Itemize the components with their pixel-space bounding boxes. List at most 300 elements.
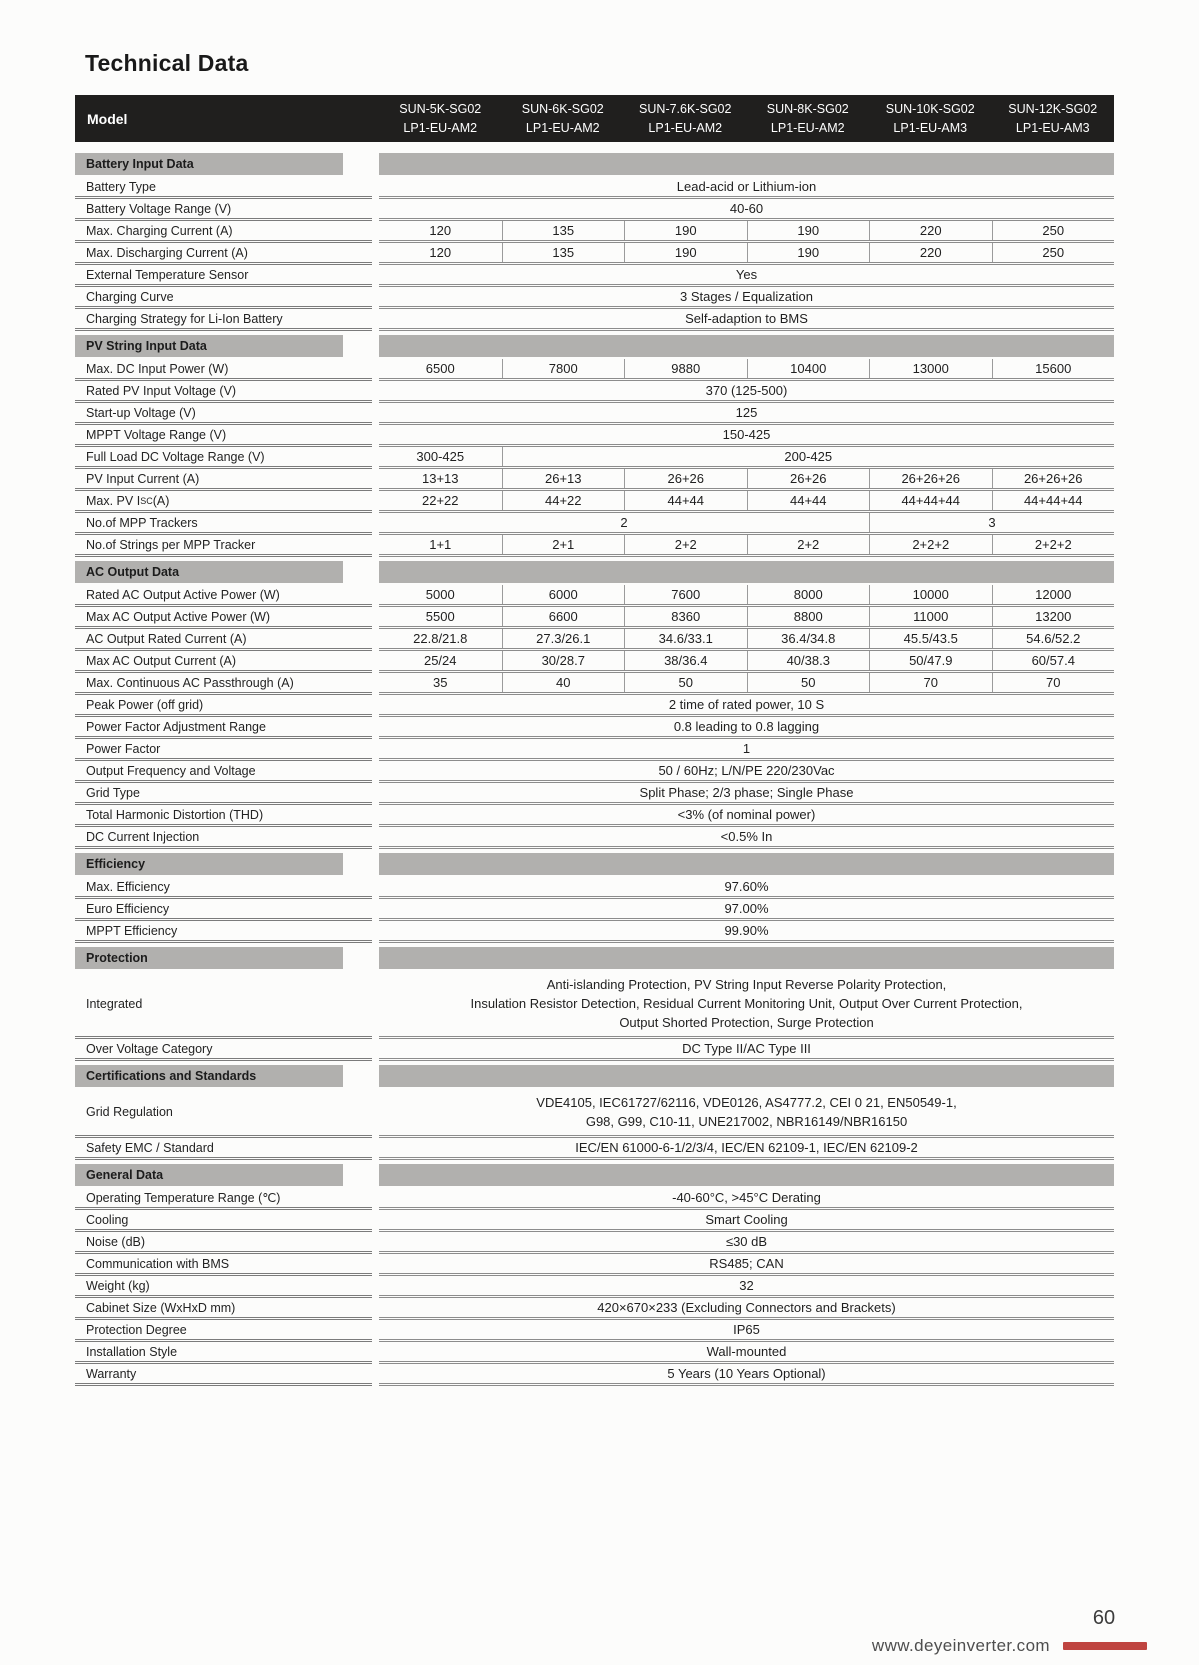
row-label: Rated PV Input Voltage (V) (75, 381, 372, 403)
row-values (379, 513, 1114, 535)
row-values (379, 1039, 1114, 1061)
spec-row (75, 513, 1114, 535)
row-value-cell: 190 (747, 221, 870, 240)
section-header (75, 1164, 1114, 1186)
spec-row (75, 1039, 1114, 1061)
row-label: Max. Discharging Current (A) (75, 243, 372, 265)
model-column-header (379, 100, 502, 136)
section-header-bar (379, 561, 1114, 583)
row-values (379, 1188, 1114, 1210)
row-label: Weight (kg) (75, 1276, 372, 1298)
model-name: SUN-6K-SG02 (521, 102, 604, 117)
row-value-cell: 2+2 (747, 535, 870, 554)
spec-row (75, 447, 1114, 469)
row-gap (372, 899, 379, 921)
section-header-bar (379, 1164, 1114, 1186)
row-values (379, 739, 1114, 761)
row-values (379, 1276, 1114, 1298)
row-value-cell: 44+44 (747, 491, 870, 510)
row-gap (372, 805, 379, 827)
row-gap (372, 1232, 379, 1254)
row-value-cell: 1+1 (429, 537, 452, 552)
row-gap (372, 221, 379, 243)
row-value-cell: 125 (735, 405, 758, 420)
row-value-cell: 3 Stages / Equalization (680, 289, 813, 304)
row-value-cell: -40-60°C, >45°C Derating (672, 1190, 821, 1205)
row-values (379, 1089, 1114, 1138)
row-value-cell: 135 (502, 221, 625, 240)
row-label: Max. DC Input Power (W) (75, 359, 372, 381)
row-values (379, 403, 1114, 425)
row-value-cell: 25/24 (423, 653, 457, 668)
row-gap (372, 761, 379, 783)
row-label: Power Factor Adjustment Range (75, 717, 372, 739)
row-values (379, 1298, 1114, 1320)
spec-row (75, 921, 1114, 943)
row-value-cell: 38/36.4 (624, 651, 747, 670)
row-value-cell: 50/47.9 (869, 651, 992, 670)
model-variant: LP1-EU-AM2 (525, 120, 600, 135)
spec-row (75, 1089, 1114, 1138)
spec-row (75, 805, 1114, 827)
row-gap (372, 381, 379, 403)
row-label: Peak Power (off grid) (75, 695, 372, 717)
model-name: SUN-12K-SG02 (1008, 102, 1098, 117)
row-value-cell: Split Phase; 2/3 phase; Single Phase (639, 785, 854, 800)
row-value-cell: 220 (869, 221, 992, 240)
row-value-cell: 26+26+26 (869, 469, 992, 488)
row-label: No.of Strings per MPP Tracker (75, 535, 372, 557)
row-value-cell: 150-425 (722, 427, 771, 442)
row-gap (372, 491, 379, 513)
section-header (75, 561, 1114, 583)
row-value-cell: 26+26 (624, 469, 747, 488)
spec-row (75, 381, 1114, 403)
spec-row (75, 403, 1114, 425)
row-value-cell: 6000 (502, 585, 625, 604)
model-column-header (869, 100, 992, 136)
model-column-header (747, 100, 870, 136)
model-variant: LP1-EU-AM2 (403, 120, 478, 135)
spec-row (75, 607, 1114, 629)
row-value-cell: 44+44 (624, 491, 747, 510)
row-value-cell: 5 Years (10 Years Optional) (667, 1366, 826, 1381)
spec-row (75, 1138, 1114, 1160)
model-column-header (992, 100, 1115, 136)
row-gap (372, 1254, 379, 1276)
section-header-gap (343, 561, 379, 583)
row-values (379, 761, 1114, 783)
row-value-cell: 2 time of rated power, 10 S (668, 697, 825, 712)
row-value-cell: 8000 (747, 585, 870, 604)
section-title: Certifications and Standards (75, 1065, 343, 1087)
row-value-cell: 27.3/26.1 (502, 629, 625, 648)
row-value-cell: 26+26+26 (992, 469, 1115, 488)
value-line: Insulation Resistor Detection, Residual Current Monitoring Unit, Output Over Current Protection, (470, 996, 1023, 1011)
row-value-cell: 5500 (425, 609, 455, 624)
row-value-cell: 2+2 (624, 535, 747, 554)
spec-row (75, 1298, 1114, 1320)
row-value-cell: 44+44+44 (992, 491, 1115, 510)
section-header (75, 1065, 1114, 1087)
row-value-cell: 250 (992, 243, 1115, 262)
row-gap (372, 651, 379, 673)
row-value-cell: 2 (620, 515, 628, 530)
section-header (75, 853, 1114, 875)
section-header-bar (379, 153, 1114, 175)
row-values (379, 199, 1114, 221)
row-value-cell: 13200 (992, 607, 1115, 626)
section-header-gap (343, 153, 379, 175)
row-value-cell: 12000 (992, 585, 1115, 604)
row-label: DC Current Injection (75, 827, 372, 849)
row-values (379, 1364, 1114, 1386)
row-value-cell: IP65 (733, 1322, 760, 1337)
spec-row (75, 1320, 1114, 1342)
row-gap (372, 629, 379, 651)
row-values (379, 673, 1114, 695)
spec-table (75, 95, 1114, 1386)
row-gap (372, 827, 379, 849)
spec-row (75, 629, 1114, 651)
row-value-cell: 26+26 (747, 469, 870, 488)
row-gap (372, 1342, 379, 1364)
spec-row (75, 899, 1114, 921)
row-gap (372, 359, 379, 381)
row-gap (372, 585, 379, 607)
model-name: SUN-7.6K-SG02 (639, 102, 732, 117)
value-line: VDE4105, IEC61727/62116, VDE0126, AS4777.2, CEI 0 21, EN50549-1, (536, 1095, 957, 1110)
section-title: Battery Input Data (75, 153, 343, 175)
row-value-cell: 8800 (747, 607, 870, 626)
section-header (75, 947, 1114, 969)
spec-row (75, 1276, 1114, 1298)
row-value-cell: 13+13 (421, 471, 459, 486)
row-value-cell: 135 (502, 243, 625, 262)
row-value-cell: 9880 (624, 359, 747, 378)
row-gap (372, 447, 379, 469)
row-value-cell: 35 (433, 675, 448, 690)
spec-row (75, 1210, 1114, 1232)
row-label: Operating Temperature Range (℃) (75, 1188, 372, 1210)
row-label: PV Input Current (A) (75, 469, 372, 491)
model-variant: LP1-EU-AM3 (893, 120, 968, 135)
section-header-bar (379, 335, 1114, 357)
row-gap (372, 1089, 379, 1138)
row-values (379, 1138, 1114, 1160)
spec-row (75, 971, 1114, 1039)
row-value-cell: 1 (742, 741, 751, 756)
row-label: MPPT Voltage Range (V) (75, 425, 372, 447)
row-value-cell: 6500 (425, 361, 455, 376)
row-value-cell: 44+44+44 (869, 491, 992, 510)
spec-row (75, 491, 1114, 513)
row-value-cell: 2+2+2 (869, 535, 992, 554)
section-header-gap (343, 947, 379, 969)
row-values (379, 243, 1114, 265)
row-label: Installation Style (75, 1342, 372, 1364)
row-value-cell: 15600 (992, 359, 1115, 378)
row-values (379, 425, 1114, 447)
row-value-cell: 0.8 leading to 0.8 lagging (673, 719, 820, 734)
row-values (379, 783, 1114, 805)
model-name: SUN-8K-SG02 (766, 102, 849, 117)
row-label: No.of MPP Trackers (75, 513, 372, 535)
section-title: AC Output Data (75, 561, 343, 583)
row-gap (372, 535, 379, 557)
row-gap (372, 1138, 379, 1160)
section-header (75, 335, 1114, 357)
row-value-cell: 40 (502, 673, 625, 692)
row-value-cell: 220 (869, 243, 992, 262)
section-header-gap (343, 1164, 379, 1186)
row-label: Communication with BMS (75, 1254, 372, 1276)
row-value-cell: 45.5/43.5 (869, 629, 992, 648)
row-gap (372, 287, 379, 309)
row-value-cell: 26+13 (502, 469, 625, 488)
brand-red-bar (1063, 1642, 1147, 1650)
section-header-bar (379, 1065, 1114, 1087)
row-label: Battery Type (75, 177, 372, 199)
row-label: Cooling (75, 1210, 372, 1232)
row-value-cell: 99.90% (724, 923, 769, 938)
model-header-row (75, 95, 1114, 142)
spec-row (75, 309, 1114, 331)
section-header (75, 153, 1114, 175)
section-title: General Data (75, 1164, 343, 1186)
row-value-cell: Self-adaption to BMS (685, 311, 808, 326)
row-label: Start-up Voltage (V) (75, 403, 372, 425)
row-value-cell: 22+22 (421, 493, 459, 508)
row-label: Battery Voltage Range (V) (75, 199, 372, 221)
row-values (379, 491, 1114, 513)
website-text: www.deyeinverter.com (871, 1636, 1050, 1655)
row-value-cell: 34.6/33.1 (624, 629, 747, 648)
spec-row (75, 717, 1114, 739)
row-value-cell: Smart Cooling (705, 1212, 788, 1227)
row-values (379, 921, 1114, 943)
row-values (379, 1232, 1114, 1254)
row-values (379, 1254, 1114, 1276)
spec-row (75, 1232, 1114, 1254)
row-label: Power Factor (75, 739, 372, 761)
row-value-cell: 97.60% (724, 879, 769, 894)
row-values (379, 629, 1114, 651)
row-value-cell: 22.8/21.8 (413, 631, 468, 646)
spec-row (75, 287, 1114, 309)
row-values (379, 381, 1114, 403)
row-values (379, 1320, 1114, 1342)
spec-row (75, 783, 1114, 805)
row-value-cell: 190 (624, 243, 747, 262)
row-value-cell (379, 1089, 1114, 1135)
row-label: Over Voltage Category (75, 1039, 372, 1061)
row-values (379, 877, 1114, 899)
row-value-cell: 70 (992, 673, 1115, 692)
row-values (379, 651, 1114, 673)
section-header-gap (343, 853, 379, 875)
row-gap (372, 1039, 379, 1061)
row-value-cell: 190 (624, 221, 747, 240)
model-column-header (502, 100, 625, 136)
row-value-cell: 11000 (869, 607, 992, 626)
row-gap (372, 1320, 379, 1342)
row-value-cell: 7600 (624, 585, 747, 604)
spec-row (75, 827, 1114, 849)
value-line: Output Shorted Protection, Surge Protection (619, 1015, 874, 1030)
section-header-gap (343, 335, 379, 357)
row-label: Max. Continuous AC Passthrough (A) (75, 673, 372, 695)
row-gap (372, 1188, 379, 1210)
spec-row (75, 651, 1114, 673)
page-title: Technical Data (85, 50, 249, 76)
row-gap (372, 1276, 379, 1298)
spec-row (75, 177, 1114, 199)
row-label: Max AC Output Active Power (W) (75, 607, 372, 629)
row-values (379, 221, 1114, 243)
spec-row (75, 535, 1114, 557)
row-label: Charging Curve (75, 287, 372, 309)
row-label: Rated AC Output Active Power (W) (75, 585, 372, 607)
row-value-cell: 36.4/34.8 (747, 629, 870, 648)
row-label: Full Load DC Voltage Range (V) (75, 447, 372, 469)
row-gap (372, 695, 379, 717)
row-value-cell: 5000 (425, 587, 455, 602)
row-value-cell: 60/57.4 (992, 651, 1115, 670)
row-value-cell: 120 (429, 245, 452, 260)
row-gap (372, 243, 379, 265)
spec-row (75, 1188, 1114, 1210)
footer-brand (872, 1636, 1147, 1656)
row-label: Noise (dB) (75, 1232, 372, 1254)
row-label: Safety EMC / Standard (75, 1138, 372, 1160)
row-gap (372, 425, 379, 447)
row-label: Total Harmonic Distortion (THD) (75, 805, 372, 827)
row-value-cell: DC Type II/AC Type III (682, 1041, 811, 1056)
row-value-cell: 7800 (502, 359, 625, 378)
section-title: Efficiency (75, 853, 343, 875)
row-gap (372, 469, 379, 491)
row-value-cell: 70 (869, 673, 992, 692)
row-value-cell: 6600 (502, 607, 625, 626)
row-values (379, 827, 1114, 849)
page-number: 60 (1092, 1607, 1116, 1629)
model-variant: LP1-EU-AM2 (648, 120, 723, 135)
row-value-cell: 420×670×233 (Excluding Connectors and Brackets) (597, 1300, 896, 1315)
spec-row (75, 469, 1114, 491)
spec-row (75, 221, 1114, 243)
row-label: Max. Charging Current (A) (75, 221, 372, 243)
row-value-cell: 370 (125-500) (705, 383, 788, 398)
row-value-cell: 250 (992, 221, 1115, 240)
row-value-cell: <0.5% In (720, 829, 773, 844)
row-value-cell: ≤30 dB (725, 1234, 768, 1249)
row-label: Warranty (75, 1364, 372, 1386)
row-values (379, 805, 1114, 827)
row-label: Max. PV I SC (A) (75, 491, 372, 513)
row-values (379, 447, 1114, 469)
row-value-cell: 3 (869, 513, 1114, 532)
row-gap (372, 971, 379, 1039)
row-gap (372, 921, 379, 943)
spec-row (75, 695, 1114, 717)
row-label: Max AC Output Current (A) (75, 651, 372, 673)
row-value-cell: 50 (624, 673, 747, 692)
row-values (379, 585, 1114, 607)
spec-row (75, 1254, 1114, 1276)
row-value-cell: 32 (739, 1278, 754, 1293)
row-value-cell: 40/38.3 (747, 651, 870, 670)
spec-row (75, 761, 1114, 783)
row-gap (372, 1298, 379, 1320)
section-header-gap (343, 1065, 379, 1087)
spec-row (75, 243, 1114, 265)
row-value-cell: 8360 (624, 607, 747, 626)
row-value-cell: 10000 (869, 585, 992, 604)
row-gap (372, 177, 379, 199)
row-value-cell: IEC/EN 61000-6-1/2/3/4, IEC/EN 62109-1, IEC/EN 62109-2 (575, 1140, 918, 1155)
row-gap (372, 403, 379, 425)
row-label: Integrated (75, 971, 372, 1039)
row-values (379, 695, 1114, 717)
row-gap (372, 199, 379, 221)
row-gap (372, 1210, 379, 1232)
row-label: Protection Degree (75, 1320, 372, 1342)
row-gap (372, 1364, 379, 1386)
row-value-cell: 2+2+2 (992, 535, 1115, 554)
row-label: Euro Efficiency (75, 899, 372, 921)
model-variant: LP1-EU-AM2 (770, 120, 845, 135)
row-value-cell: Wall-mounted (706, 1344, 787, 1359)
row-value-cell: Lead-acid or Lithium-ion (676, 179, 817, 194)
row-value-cell: 50 / 60Hz; L/N/PE 220/230Vac (658, 763, 835, 778)
model-columns (379, 100, 1114, 136)
section-title: PV String Input Data (75, 335, 343, 357)
spec-row (75, 425, 1114, 447)
row-label: Grid Regulation (75, 1089, 372, 1138)
row-gap (372, 717, 379, 739)
model-name: SUN-5K-SG02 (399, 102, 482, 117)
row-value-cell: <3% (of nominal power) (677, 807, 816, 822)
row-gap (372, 877, 379, 899)
row-value-cell: Yes (735, 267, 758, 282)
model-name: SUN-10K-SG02 (885, 102, 975, 117)
section-header-bar (379, 947, 1114, 969)
model-column-header (624, 100, 747, 136)
row-value-cell: 40-60 (729, 201, 764, 216)
spec-row (75, 359, 1114, 381)
row-value-cell: 54.6/52.2 (992, 629, 1115, 648)
model-label: Model (87, 110, 128, 127)
row-value-cell (379, 971, 1114, 1036)
row-value-cell: 200-425 (502, 447, 1115, 466)
row-value-cell: RS485; CAN (709, 1256, 784, 1271)
row-values (379, 971, 1114, 1039)
row-values (379, 309, 1114, 331)
row-value-cell: 97.00% (724, 901, 769, 916)
row-values (379, 287, 1114, 309)
row-gap (372, 513, 379, 535)
spec-row (75, 265, 1114, 287)
row-values (379, 717, 1114, 739)
model-variant: LP1-EU-AM3 (1015, 120, 1090, 135)
spec-row (75, 1364, 1114, 1386)
row-values (379, 469, 1114, 491)
spec-row (75, 877, 1114, 899)
spec-row (75, 585, 1114, 607)
row-values (379, 535, 1114, 557)
row-values (379, 359, 1114, 381)
